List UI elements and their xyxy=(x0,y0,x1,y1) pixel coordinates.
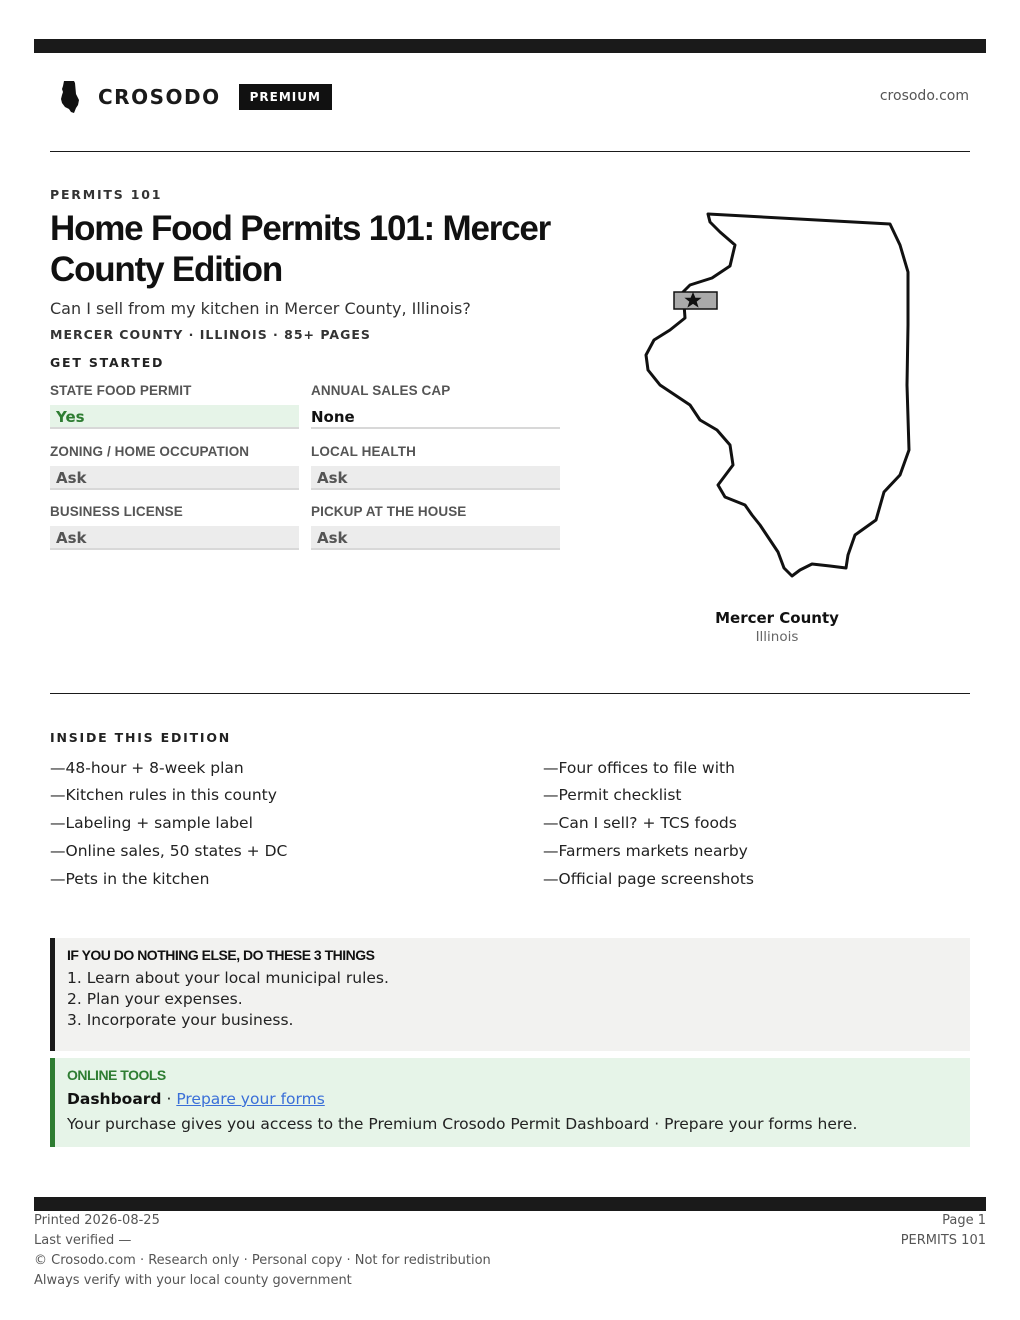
section-divider xyxy=(50,693,970,694)
cell-value: Ask xyxy=(50,466,299,490)
header-divider xyxy=(50,151,970,152)
cell-value: Ask xyxy=(311,466,560,490)
dashboard-title: Dashboard xyxy=(67,1090,162,1108)
toc-item: —Kitchen rules in this county xyxy=(50,786,277,804)
cell-label: BUSINESS LICENSE xyxy=(50,504,183,519)
toc-item: —Farmers markets nearby xyxy=(543,842,748,860)
toc-item: —Can I sell? + TCS foods xyxy=(543,814,737,832)
pickup-cell xyxy=(311,504,560,550)
cell-label: PICKUP AT THE HOUSE xyxy=(311,504,467,519)
cell-label: STATE FOOD PERMIT xyxy=(50,383,192,398)
cell-value: Ask xyxy=(311,526,560,550)
prepare-forms-link[interactable]: Prepare your forms xyxy=(176,1090,325,1108)
callout-step: 1. Learn about your local municipal rules. xyxy=(67,969,389,987)
dashboard-line xyxy=(67,1090,958,1108)
bottom-rule-bar xyxy=(34,1197,986,1211)
callout-heading: IF YOU DO NOTHING ELSE, DO THESE 3 THINGS xyxy=(67,947,375,963)
edition-meta: MERCER COUNTY · ILLINOIS · 85+ PAGES xyxy=(50,327,371,342)
toc-item: —48-hour + 8-week plan xyxy=(50,759,244,777)
copyright-notice: © Crosodo.com · Research only · Personal copy · Not for redistribution xyxy=(34,1253,491,1268)
footer-section: PERMITS 101 xyxy=(900,1233,986,1248)
dashboard-separator: · xyxy=(161,1090,177,1108)
premium-badge: PREMIUM xyxy=(239,84,332,110)
illinois-logo-icon xyxy=(60,80,82,114)
brand-header xyxy=(60,80,332,114)
state-outline xyxy=(646,214,909,576)
toc-item: —Official page screenshots xyxy=(543,870,754,888)
three-things-callout xyxy=(50,938,970,1051)
toc-item: —Permit checklist xyxy=(543,786,682,804)
map-state-name: Illinois xyxy=(755,629,799,645)
toc-item: —Online sales, 50 states + DC xyxy=(50,842,288,860)
site-url[interactable]: crosodo.com xyxy=(879,88,969,104)
toc-item: —Labeling + sample label xyxy=(50,814,253,832)
page-number: Page 1 xyxy=(942,1213,986,1228)
local-health-cell xyxy=(311,444,560,490)
dashboard-description: Your purchase gives you access to the Premium Crosodo Permit Dashboard · Prepare your forms here. xyxy=(67,1115,858,1133)
toc-item: —Pets in the kitchen xyxy=(50,870,210,888)
inside-edition-label: INSIDE THIS EDITION xyxy=(50,730,232,745)
brand-name: CROSODO xyxy=(98,85,221,109)
footer-right xyxy=(901,1211,986,1251)
online-tools-heading: ONLINE TOOLS xyxy=(67,1067,166,1083)
callout-step: 2. Plan your expenses. xyxy=(67,990,243,1008)
map-caption xyxy=(677,609,877,645)
cell-value: None xyxy=(311,405,560,429)
callout-step: 3. Incorporate your business. xyxy=(67,1011,294,1029)
state-food-permit-cell xyxy=(50,383,299,429)
cell-value: Ask xyxy=(50,526,299,550)
get-started-label: GET STARTED xyxy=(50,355,165,370)
cell-value: Yes xyxy=(50,405,299,429)
annual-sales-cap-cell xyxy=(311,383,560,429)
last-verified: Last verified — xyxy=(34,1233,132,1248)
printed-date: Printed 2026-08-25 xyxy=(34,1213,160,1228)
page-title: Home Food Permits 101: Mercer County Edition xyxy=(50,209,551,289)
business-license-cell xyxy=(50,504,299,550)
verify-note: Always verify with your local county government xyxy=(34,1273,352,1288)
section-kicker: PERMITS 101 xyxy=(50,187,163,202)
page-subtitle: Can I sell from my kitchen in Mercer County, Illinois? xyxy=(50,299,471,318)
cell-label: ZONING / HOME OCCUPATION xyxy=(50,444,250,459)
map-county-name: Mercer County xyxy=(715,609,839,627)
online-tools-callout xyxy=(50,1058,970,1147)
top-rule-bar xyxy=(34,39,986,53)
footer-left xyxy=(34,1211,491,1291)
cell-label: ANNUAL SALES CAP xyxy=(311,383,451,398)
zoning-cell xyxy=(50,444,299,490)
illinois-map xyxy=(640,205,925,585)
cell-label: LOCAL HEALTH xyxy=(311,444,416,459)
toc-item: —Four offices to file with xyxy=(543,759,735,777)
